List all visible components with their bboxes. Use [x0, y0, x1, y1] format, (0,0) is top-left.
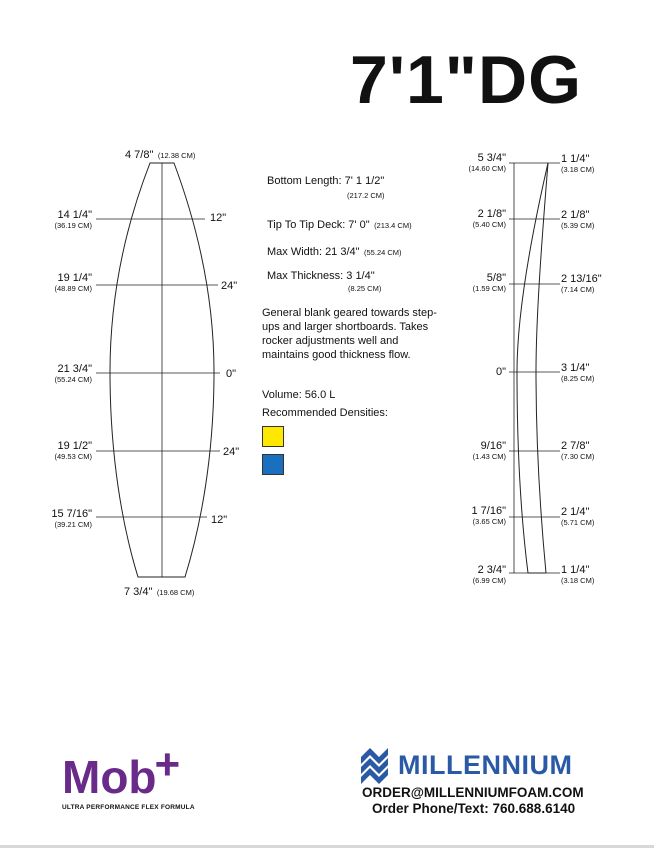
rocker-right-4: 3 1/4" (8.25 CM)	[561, 362, 595, 383]
density-swatch-yellow	[262, 426, 284, 447]
page-title: 7'1"DG	[350, 42, 583, 118]
millennium-logo-text: MILLENNIUM	[398, 750, 573, 780]
millennium-logo-icon	[361, 748, 388, 784]
spec-bottom-length: Bottom Length: 7' 1 1/2"	[267, 175, 385, 187]
rocker-left-3: 5/8" (1.59 CM)	[472, 272, 506, 293]
rocker-deck-curve	[536, 163, 548, 573]
outline-left-5: 15 7/16" (39.21 CM)	[51, 508, 92, 529]
order-email: ORDER@MILLENNIUMFOAM.COM	[362, 785, 584, 800]
rocker-left-2: 2 1/8" (5.40 CM)	[472, 208, 506, 229]
outline-diagram	[96, 163, 220, 577]
outline-left-4: 19 1/2" (49.53 CM)	[54, 440, 92, 461]
spec-max-width: Max Width: 21 3/4" (55.24 CM)	[267, 246, 402, 258]
rocker-left-5: 9/16" (1.43 CM)	[472, 440, 506, 461]
rocker-right-2: 2 1/8" (5.39 CM)	[561, 209, 595, 230]
outline-left-1: 14 1/4" (36.19 CM)	[54, 209, 92, 230]
rocker-right-1: 1 1/4" (3.18 CM)	[561, 153, 595, 174]
outline-right-1: 12"	[210, 212, 227, 224]
rocker-diagram	[509, 163, 560, 573]
rocker-right-3: 2 13/16" (7.14 CM)	[561, 273, 602, 294]
spec-max-thickness-cm: (8.25 CM)	[348, 284, 382, 293]
rocker-left-4: 0"	[495, 366, 506, 378]
order-phone: Order Phone/Text: 760.688.6140	[372, 801, 576, 816]
densities-label: Recommended Densities:	[262, 407, 388, 419]
rocker-left-1: 5 3/4" (14.60 CM)	[468, 152, 506, 173]
nose-width: 4 7/8" (12.38 CM)	[125, 149, 196, 161]
rocker-right-6: 2 1/4" (5.71 CM)	[561, 506, 595, 527]
description: General blank geared towards step-ups and larger shortboards. Takes rocker adjustments well and maintains good thickness flow.	[262, 307, 437, 361]
spec-max-thickness: Max Thickness: 3 1/4"	[267, 270, 375, 282]
rocker-right-5: 2 7/8" (7.30 CM)	[561, 440, 595, 461]
outline-right-3: 0"	[226, 368, 237, 380]
outline-left-3: 21 3/4" (55.24 CM)	[54, 363, 92, 384]
outline-right-2: 24"	[221, 280, 238, 292]
rocker-left-6: 1 7/16" (3.65 CM)	[471, 505, 506, 526]
rocker-right-7: 1 1/4" (3.18 CM)	[561, 564, 595, 585]
outline-right-4: 24"	[223, 446, 240, 458]
tail-width: 7 3/4" (19.68 CM)	[124, 586, 195, 598]
rocker-left-7: 2 3/4" (6.99 CM)	[472, 564, 506, 585]
outline-left-2: 19 1/4" (48.89 CM)	[54, 272, 92, 293]
spec-bottom-length-cm: (217.2 CM)	[347, 191, 385, 200]
mob-tagline: ULTRA PERFORMANCE FLEX FORMULA	[62, 804, 195, 811]
spec-tip-to-tip: Tip To Tip Deck: 7' 0" (213.4 CM)	[267, 219, 412, 231]
mob-logo: Mob+	[62, 740, 181, 803]
volume: Volume: 56.0 L	[262, 389, 336, 401]
density-swatch-blue	[262, 454, 284, 475]
outline-right-5: 12"	[211, 514, 228, 526]
